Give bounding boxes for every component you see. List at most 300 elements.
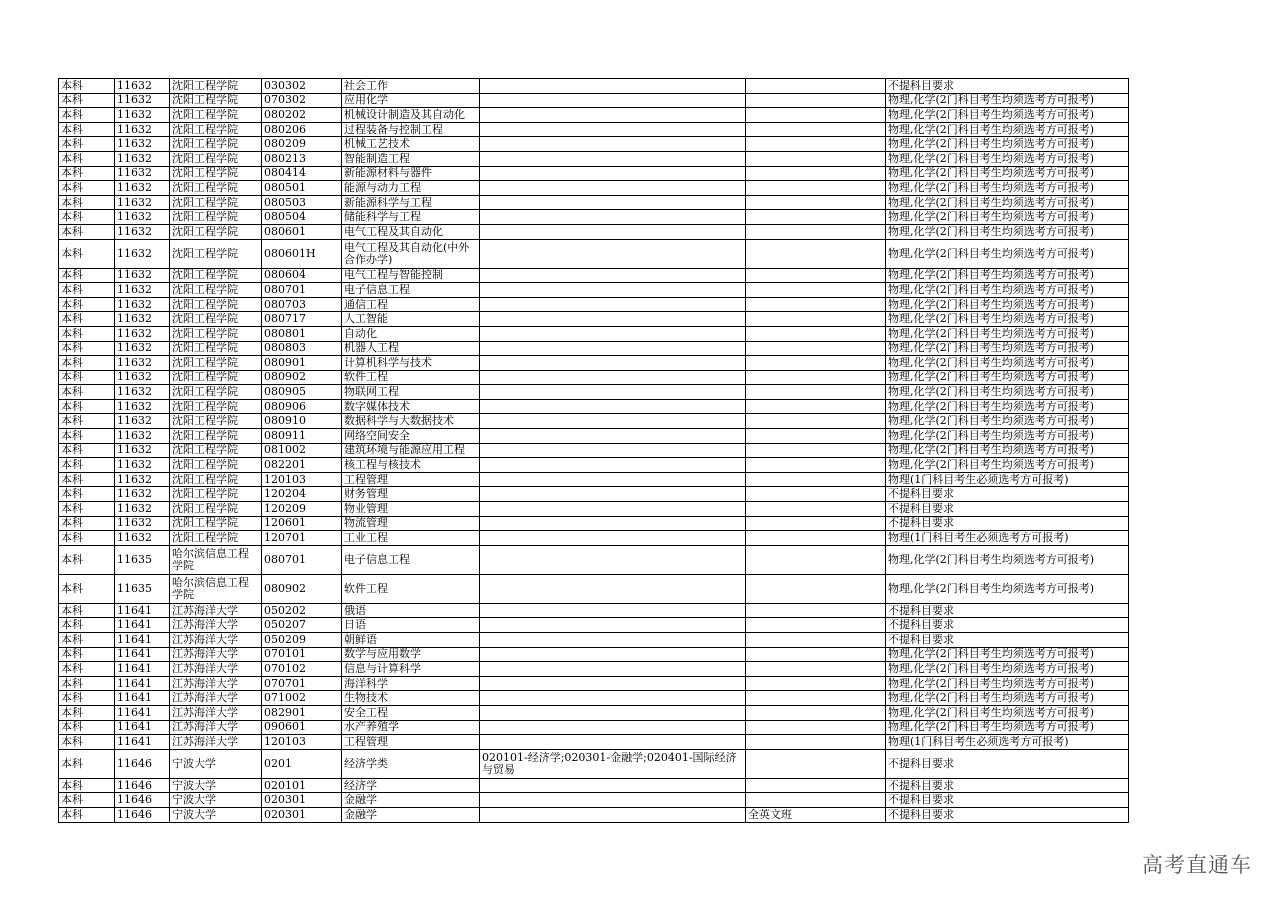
major-name-cell: 工程管理	[342, 735, 480, 750]
table-row	[59, 472, 1129, 487]
school-code-cell: 11641	[115, 647, 170, 662]
level-cell: 本科	[59, 502, 115, 517]
table-row	[59, 429, 1129, 444]
table-row	[59, 399, 1129, 414]
subject-requirement-cell: 不提科目要求	[886, 749, 1129, 778]
remark-cell	[746, 166, 886, 181]
subject-requirement-cell: 物理,化学(2门科目考生均须选考方可报考)	[886, 195, 1129, 210]
included-majors-cell	[480, 414, 746, 429]
subject-requirement-cell: 物理,化学(2门科目考生均须选考方可报考)	[886, 662, 1129, 677]
included-majors-cell	[480, 662, 746, 677]
school-name-cell: 沈阳工程学院	[170, 502, 262, 517]
level-cell: 本科	[59, 108, 115, 123]
major-code-cell: 080503	[262, 195, 342, 210]
major-name-cell: 网络空间安全	[342, 429, 480, 444]
school-code-cell: 11632	[115, 239, 170, 268]
major-name-cell: 电子信息工程	[342, 545, 480, 574]
included-majors-cell	[480, 443, 746, 458]
major-name-cell: 通信工程	[342, 297, 480, 312]
major-code-cell: 080902	[262, 370, 342, 385]
major-code-cell: 120601	[262, 516, 342, 531]
school-name-cell: 沈阳工程学院	[170, 137, 262, 152]
school-name-cell: 哈尔滨信息工程学院	[170, 574, 262, 603]
remark-cell	[746, 239, 886, 268]
school-name-cell: 江苏海洋大学	[170, 720, 262, 735]
major-name-cell: 能源与动力工程	[342, 181, 480, 196]
major-code-cell: 120204	[262, 487, 342, 502]
remark-cell	[746, 705, 886, 720]
school-name-cell: 沈阳工程学院	[170, 181, 262, 196]
school-name-cell: 沈阳工程学院	[170, 531, 262, 546]
school-code-cell: 11632	[115, 487, 170, 502]
major-name-cell: 水产养殖学	[342, 720, 480, 735]
remark-cell	[746, 195, 886, 210]
table-row	[59, 151, 1129, 166]
table-row	[59, 691, 1129, 706]
school-code-cell: 11632	[115, 502, 170, 517]
major-code-cell: 050209	[262, 633, 342, 648]
school-name-cell: 沈阳工程学院	[170, 487, 262, 502]
school-code-cell: 11646	[115, 793, 170, 808]
school-name-cell: 沈阳工程学院	[170, 399, 262, 414]
school-name-cell: 沈阳工程学院	[170, 195, 262, 210]
level-cell: 本科	[59, 122, 115, 137]
school-name-cell: 江苏海洋大学	[170, 603, 262, 618]
table-row	[59, 297, 1129, 312]
school-code-cell: 11632	[115, 443, 170, 458]
subject-requirement-cell: 物理,化学(2门科目考生均须选考方可报考)	[886, 356, 1129, 371]
subject-requirement-cell: 物理,化学(2门科目考生均须选考方可报考)	[886, 268, 1129, 283]
table-row	[59, 749, 1129, 778]
included-majors-cell	[480, 778, 746, 793]
school-name-cell: 江苏海洋大学	[170, 691, 262, 706]
major-name-cell: 电子信息工程	[342, 283, 480, 298]
major-code-cell: 030302	[262, 79, 342, 94]
subject-requirement-cell: 不提科目要求	[886, 79, 1129, 94]
school-name-cell: 沈阳工程学院	[170, 151, 262, 166]
major-code-cell: 120701	[262, 531, 342, 546]
school-name-cell: 沈阳工程学院	[170, 297, 262, 312]
school-name-cell: 沈阳工程学院	[170, 93, 262, 108]
school-code-cell: 11641	[115, 676, 170, 691]
major-name-cell: 机械设计制造及其自动化	[342, 108, 480, 123]
subject-requirement-cell: 物理,化学(2门科目考生均须选考方可报考)	[886, 370, 1129, 385]
table-row	[59, 735, 1129, 750]
school-code-cell: 11632	[115, 137, 170, 152]
level-cell: 本科	[59, 79, 115, 94]
subject-requirement-cell: 物理,化学(2门科目考生均须选考方可报考)	[886, 108, 1129, 123]
school-code-cell: 11632	[115, 399, 170, 414]
major-name-cell: 朝鲜语	[342, 633, 480, 648]
remark-cell	[746, 487, 886, 502]
major-code-cell: 080414	[262, 166, 342, 181]
remark-cell	[746, 297, 886, 312]
major-code-cell: 080604	[262, 268, 342, 283]
table-row	[59, 341, 1129, 356]
table-row	[59, 326, 1129, 341]
level-cell: 本科	[59, 268, 115, 283]
remark-cell	[746, 108, 886, 123]
level-cell: 本科	[59, 224, 115, 239]
school-code-cell: 11632	[115, 166, 170, 181]
school-code-cell: 11641	[115, 633, 170, 648]
major-code-cell: 020101	[262, 778, 342, 793]
school-code-cell: 11646	[115, 778, 170, 793]
major-code-cell: 081002	[262, 443, 342, 458]
table-row	[59, 633, 1129, 648]
school-code-cell: 11632	[115, 370, 170, 385]
table-row	[59, 166, 1129, 181]
major-name-cell: 物流管理	[342, 516, 480, 531]
major-name-cell: 新能源科学与工程	[342, 195, 480, 210]
major-name-cell: 电气工程及其自动化(中外合作办学)	[342, 239, 480, 268]
included-majors-cell	[480, 181, 746, 196]
level-cell: 本科	[59, 239, 115, 268]
table-row	[59, 210, 1129, 225]
level-cell: 本科	[59, 516, 115, 531]
school-name-cell: 沈阳工程学院	[170, 472, 262, 487]
included-majors-cell	[480, 283, 746, 298]
remark-cell	[746, 370, 886, 385]
remark-cell	[746, 151, 886, 166]
included-majors-cell	[480, 108, 746, 123]
major-name-cell: 电气工程及其自动化	[342, 224, 480, 239]
major-name-cell: 经济学	[342, 778, 480, 793]
major-name-cell: 日语	[342, 618, 480, 633]
school-code-cell: 11632	[115, 516, 170, 531]
major-name-cell: 自动化	[342, 326, 480, 341]
level-cell: 本科	[59, 676, 115, 691]
school-name-cell: 沈阳工程学院	[170, 283, 262, 298]
remark-cell	[746, 93, 886, 108]
remark-cell	[746, 647, 886, 662]
school-name-cell: 沈阳工程学院	[170, 122, 262, 137]
level-cell: 本科	[59, 662, 115, 677]
major-name-cell: 人工智能	[342, 312, 480, 327]
major-name-cell: 软件工程	[342, 574, 480, 603]
level-cell: 本科	[59, 705, 115, 720]
included-majors-cell	[480, 603, 746, 618]
major-name-cell: 数学与应用数学	[342, 647, 480, 662]
level-cell: 本科	[59, 151, 115, 166]
school-name-cell: 江苏海洋大学	[170, 705, 262, 720]
major-name-cell: 工业工程	[342, 531, 480, 546]
level-cell: 本科	[59, 472, 115, 487]
subject-requirement-cell: 不提科目要求	[886, 603, 1129, 618]
table-row	[59, 574, 1129, 603]
included-majors-cell	[480, 502, 746, 517]
remark-cell	[746, 181, 886, 196]
subject-requirement-cell: 物理,化学(2门科目考生均须选考方可报考)	[886, 647, 1129, 662]
subject-requirement-cell: 物理,化学(2门科目考生均须选考方可报考)	[886, 224, 1129, 239]
school-name-cell: 沈阳工程学院	[170, 370, 262, 385]
remark-cell	[746, 793, 886, 808]
level-cell: 本科	[59, 793, 115, 808]
school-name-cell: 宁波大学	[170, 807, 262, 822]
included-majors-cell: 020101-经济学;020301-金融学;020401-国际经济与贸易	[480, 749, 746, 778]
table-row	[59, 122, 1129, 137]
included-majors-cell	[480, 151, 746, 166]
major-code-cell: 080202	[262, 108, 342, 123]
major-name-cell: 电气工程与智能控制	[342, 268, 480, 283]
subject-requirement-cell: 不提科目要求	[886, 618, 1129, 633]
included-majors-cell	[480, 807, 746, 822]
school-code-cell: 11632	[115, 356, 170, 371]
subject-requirement-cell: 物理,化学(2门科目考生均须选考方可报考)	[886, 429, 1129, 444]
included-majors-cell	[480, 676, 746, 691]
school-code-cell: 11635	[115, 545, 170, 574]
major-code-cell: 020301	[262, 793, 342, 808]
subject-requirement-cell: 物理,化学(2门科目考生均须选考方可报考)	[886, 385, 1129, 400]
table-row	[59, 793, 1129, 808]
remark-cell	[746, 79, 886, 94]
included-majors-cell	[480, 341, 746, 356]
level-cell: 本科	[59, 807, 115, 822]
major-code-cell: 070701	[262, 676, 342, 691]
included-majors-cell	[480, 472, 746, 487]
included-majors-cell	[480, 633, 746, 648]
school-code-cell: 11632	[115, 93, 170, 108]
major-code-cell: 080905	[262, 385, 342, 400]
major-name-cell: 财务管理	[342, 487, 480, 502]
major-code-cell: 050207	[262, 618, 342, 633]
level-cell: 本科	[59, 487, 115, 502]
remark-cell: 全英文班	[746, 807, 886, 822]
included-majors-cell	[480, 735, 746, 750]
level-cell: 本科	[59, 429, 115, 444]
table-row	[59, 531, 1129, 546]
admission-requirements-table	[58, 78, 1129, 823]
included-majors-cell	[480, 647, 746, 662]
level-cell: 本科	[59, 458, 115, 473]
included-majors-cell	[480, 429, 746, 444]
school-code-cell: 11632	[115, 341, 170, 356]
remark-cell	[746, 502, 886, 517]
level-cell: 本科	[59, 618, 115, 633]
subject-requirement-cell: 物理,化学(2门科目考生均须选考方可报考)	[886, 705, 1129, 720]
major-code-cell: 070101	[262, 647, 342, 662]
school-code-cell: 11632	[115, 414, 170, 429]
table-row	[59, 618, 1129, 633]
school-name-cell: 宁波大学	[170, 778, 262, 793]
major-code-cell: 080701	[262, 283, 342, 298]
school-code-cell: 11641	[115, 618, 170, 633]
major-code-cell: 080902	[262, 574, 342, 603]
school-name-cell: 江苏海洋大学	[170, 662, 262, 677]
major-code-cell: 0201	[262, 749, 342, 778]
level-cell: 本科	[59, 749, 115, 778]
included-majors-cell	[480, 691, 746, 706]
school-code-cell: 11632	[115, 122, 170, 137]
major-name-cell: 机器人工程	[342, 341, 480, 356]
school-code-cell: 11632	[115, 268, 170, 283]
subject-requirement-cell: 物理,化学(2门科目考生均须选考方可报考)	[886, 458, 1129, 473]
major-code-cell: 080910	[262, 414, 342, 429]
table-body	[59, 79, 1129, 823]
subject-requirement-cell: 物理,化学(2门科目考生均须选考方可报考)	[886, 691, 1129, 706]
table-row	[59, 458, 1129, 473]
remark-cell	[746, 312, 886, 327]
remark-cell	[746, 749, 886, 778]
school-name-cell: 沈阳工程学院	[170, 385, 262, 400]
table-row	[59, 356, 1129, 371]
subject-requirement-cell: 不提科目要求	[886, 516, 1129, 531]
subject-requirement-cell: 物理,化学(2门科目考生均须选考方可报考)	[886, 312, 1129, 327]
remark-cell	[746, 326, 886, 341]
school-code-cell: 11641	[115, 705, 170, 720]
level-cell: 本科	[59, 414, 115, 429]
table-row	[59, 137, 1129, 152]
remark-cell	[746, 662, 886, 677]
school-code-cell: 11632	[115, 108, 170, 123]
table-row	[59, 370, 1129, 385]
remark-cell	[746, 414, 886, 429]
subject-requirement-cell: 物理,化学(2门科目考生均须选考方可报考)	[886, 93, 1129, 108]
level-cell: 本科	[59, 443, 115, 458]
level-cell: 本科	[59, 735, 115, 750]
level-cell: 本科	[59, 691, 115, 706]
remark-cell	[746, 122, 886, 137]
table-row	[59, 705, 1129, 720]
major-name-cell: 智能制造工程	[342, 151, 480, 166]
subject-requirement-cell: 物理,化学(2门科目考生均须选考方可报考)	[886, 574, 1129, 603]
level-cell: 本科	[59, 531, 115, 546]
included-majors-cell	[480, 210, 746, 225]
subject-requirement-cell: 物理,化学(2门科目考生均须选考方可报考)	[886, 326, 1129, 341]
included-majors-cell	[480, 516, 746, 531]
subject-requirement-cell: 物理,化学(2门科目考生均须选考方可报考)	[886, 720, 1129, 735]
major-code-cell: 070302	[262, 93, 342, 108]
school-code-cell: 11632	[115, 79, 170, 94]
major-name-cell: 机械工艺技术	[342, 137, 480, 152]
subject-requirement-cell: 物理,化学(2门科目考生均须选考方可报考)	[886, 122, 1129, 137]
table-row	[59, 545, 1129, 574]
school-name-cell: 宁波大学	[170, 749, 262, 778]
remark-cell	[746, 574, 886, 603]
level-cell: 本科	[59, 137, 115, 152]
major-name-cell: 生物技术	[342, 691, 480, 706]
included-majors-cell	[480, 545, 746, 574]
major-name-cell: 数据科学与大数据技术	[342, 414, 480, 429]
school-name-cell: 沈阳工程学院	[170, 210, 262, 225]
subject-requirement-cell: 不提科目要求	[886, 487, 1129, 502]
level-cell: 本科	[59, 720, 115, 735]
subject-requirement-cell: 物理,化学(2门科目考生均须选考方可报考)	[886, 545, 1129, 574]
major-name-cell: 数字媒体技术	[342, 399, 480, 414]
major-code-cell: 080901	[262, 356, 342, 371]
level-cell: 本科	[59, 385, 115, 400]
level-cell: 本科	[59, 647, 115, 662]
remark-cell	[746, 735, 886, 750]
level-cell: 本科	[59, 312, 115, 327]
remark-cell	[746, 429, 886, 444]
major-code-cell: 080501	[262, 181, 342, 196]
table-row	[59, 720, 1129, 735]
school-name-cell: 沈阳工程学院	[170, 356, 262, 371]
major-code-cell: 080601H	[262, 239, 342, 268]
school-code-cell: 11632	[115, 283, 170, 298]
major-name-cell: 海洋科学	[342, 676, 480, 691]
subject-requirement-cell: 物理(1门科目考生必须选考方可报考)	[886, 531, 1129, 546]
table-row	[59, 443, 1129, 458]
school-code-cell: 11632	[115, 531, 170, 546]
school-name-cell: 江苏海洋大学	[170, 735, 262, 750]
remark-cell	[746, 545, 886, 574]
remark-cell	[746, 458, 886, 473]
school-code-cell: 11632	[115, 458, 170, 473]
table-row	[59, 676, 1129, 691]
school-code-cell: 11641	[115, 735, 170, 750]
major-name-cell: 计算机科学与技术	[342, 356, 480, 371]
table-row	[59, 79, 1129, 94]
remark-cell	[746, 676, 886, 691]
major-code-cell: 070102	[262, 662, 342, 677]
level-cell: 本科	[59, 341, 115, 356]
remark-cell	[746, 720, 886, 735]
level-cell: 本科	[59, 545, 115, 574]
subject-requirement-cell: 物理,化学(2门科目考生均须选考方可报考)	[886, 676, 1129, 691]
included-majors-cell	[480, 531, 746, 546]
level-cell: 本科	[59, 603, 115, 618]
subject-requirement-cell: 物理,化学(2门科目考生均须选考方可报考)	[886, 151, 1129, 166]
included-majors-cell	[480, 195, 746, 210]
level-cell: 本科	[59, 326, 115, 341]
school-name-cell: 沈阳工程学院	[170, 166, 262, 181]
school-code-cell: 11632	[115, 210, 170, 225]
remark-cell	[746, 224, 886, 239]
major-name-cell: 软件工程	[342, 370, 480, 385]
major-code-cell: 080209	[262, 137, 342, 152]
subject-requirement-cell: 不提科目要求	[886, 793, 1129, 808]
remark-cell	[746, 283, 886, 298]
school-name-cell: 江苏海洋大学	[170, 676, 262, 691]
included-majors-cell	[480, 399, 746, 414]
subject-requirement-cell: 物理,化学(2门科目考生均须选考方可报考)	[886, 283, 1129, 298]
table-row	[59, 385, 1129, 400]
major-name-cell: 新能源材料与器件	[342, 166, 480, 181]
level-cell: 本科	[59, 399, 115, 414]
remark-cell	[746, 137, 886, 152]
included-majors-cell	[480, 137, 746, 152]
school-name-cell: 沈阳工程学院	[170, 79, 262, 94]
remark-cell	[746, 443, 886, 458]
major-name-cell: 核工程与核技术	[342, 458, 480, 473]
included-majors-cell	[480, 356, 746, 371]
major-code-cell: 071002	[262, 691, 342, 706]
school-name-cell: 沈阳工程学院	[170, 429, 262, 444]
table-row	[59, 647, 1129, 662]
major-code-cell: 080801	[262, 326, 342, 341]
remark-cell	[746, 385, 886, 400]
school-name-cell: 哈尔滨信息工程学院	[170, 545, 262, 574]
school-name-cell: 沈阳工程学院	[170, 516, 262, 531]
major-code-cell: 080701	[262, 545, 342, 574]
school-code-cell: 11632	[115, 312, 170, 327]
major-name-cell: 过程装备与控制工程	[342, 122, 480, 137]
included-majors-cell	[480, 720, 746, 735]
remark-cell	[746, 356, 886, 371]
major-name-cell: 物联网工程	[342, 385, 480, 400]
school-name-cell: 沈阳工程学院	[170, 443, 262, 458]
remark-cell	[746, 633, 886, 648]
school-name-cell: 沈阳工程学院	[170, 108, 262, 123]
level-cell: 本科	[59, 297, 115, 312]
school-name-cell: 沈阳工程学院	[170, 224, 262, 239]
table-row	[59, 502, 1129, 517]
subject-requirement-cell: 物理,化学(2门科目考生均须选考方可报考)	[886, 341, 1129, 356]
remark-cell	[746, 778, 886, 793]
major-code-cell: 120209	[262, 502, 342, 517]
